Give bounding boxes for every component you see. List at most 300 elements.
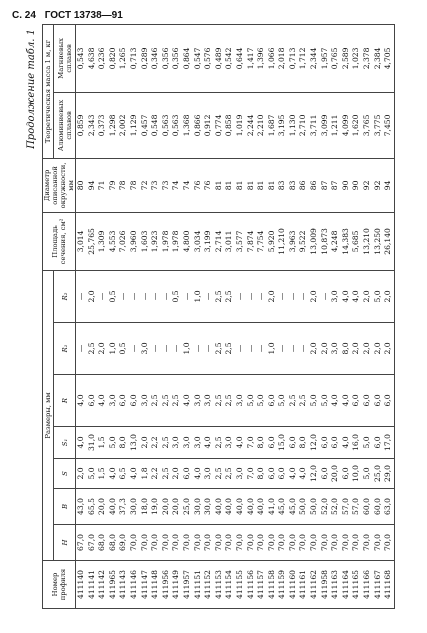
cell-diameter: 79	[108, 158, 119, 212]
cell-diameter: 87	[330, 158, 341, 212]
cell-mass-mg: 4,638	[87, 24, 98, 92]
cell-R: 6,0	[118, 375, 129, 427]
cell-R: 6,0	[362, 375, 373, 427]
cell-diameter: 80	[76, 158, 87, 212]
cell-H: 67,0	[87, 525, 98, 561]
cell-S: 10,0	[351, 459, 362, 489]
col-group-mass: Теоретическая масса 1 м, кг	[43, 24, 54, 158]
table-row	[235, 24, 246, 608]
cell-B: 30,0	[203, 489, 214, 525]
cell-S: 2,0	[76, 459, 87, 489]
col-R2: R₂	[54, 270, 76, 322]
cell-S1: 2,5	[161, 427, 172, 459]
cell-H: 70,0	[171, 525, 182, 561]
cell-S1: 1,5	[97, 427, 108, 459]
table-row	[161, 24, 172, 608]
table-row	[87, 24, 98, 608]
cell-mass-mg: 1,265	[118, 24, 129, 92]
cell-B: 40,0	[246, 489, 257, 525]
cell-mass-mg: 0,820	[108, 24, 119, 92]
cell-mass-al: 1,620	[351, 92, 362, 158]
cell-S1: 3,0	[193, 427, 204, 459]
table-row	[108, 24, 119, 608]
cell-R2: —	[203, 270, 214, 322]
cell-R2: —	[182, 270, 193, 322]
col-area: Площадь сечения, см²	[43, 212, 76, 270]
cell-R: 6,0	[267, 375, 278, 427]
cell-S1: 6,0	[373, 427, 384, 459]
col-S1: S₁	[54, 427, 76, 459]
cell-mass-mg: 0,346	[150, 24, 161, 92]
cell-profile-no: 411161	[298, 561, 309, 609]
cell-R1: —	[298, 323, 309, 375]
cell-mass-al: 0,866	[193, 92, 204, 158]
cell-B: 30,0	[129, 489, 140, 525]
cell-mass-al: 0,859	[76, 92, 87, 158]
cell-area: 1,603	[140, 212, 151, 270]
cell-mass-al: 0,563	[171, 92, 182, 158]
cell-mass-mg: 1,957	[320, 24, 331, 92]
cell-R: 5,0	[309, 375, 320, 427]
cell-profile-no: 411157	[256, 561, 267, 609]
cell-area: 3,199	[203, 212, 214, 270]
cell-profile-no: 411956	[161, 561, 172, 609]
cell-B: 40,0	[224, 489, 235, 525]
cell-S1: 6,0	[320, 427, 331, 459]
cell-B: 41,0	[267, 489, 278, 525]
cell-B: 19,0	[150, 489, 161, 525]
table-row	[288, 24, 299, 608]
cell-S1: 6,0	[288, 427, 299, 459]
cell-diameter: 71	[97, 158, 108, 212]
cell-R1: —	[129, 323, 140, 375]
cell-mass-mg: 0,543	[76, 24, 87, 92]
cell-area: 1,923	[150, 212, 161, 270]
cell-R1: 2,5	[214, 323, 225, 375]
cell-diameter: 81	[267, 158, 278, 212]
cell-S: 5,0	[87, 459, 98, 489]
page-number: С. 24	[12, 10, 36, 21]
cell-R2: 1,0	[193, 270, 204, 322]
cell-H: 70,0	[150, 525, 161, 561]
cell-area: 25,765	[87, 212, 98, 270]
cell-H: 70,0	[203, 525, 214, 561]
cell-mass-mg: 0,547	[193, 24, 204, 92]
cell-R2: 2,5	[214, 270, 225, 322]
cell-area: 3,577	[235, 212, 246, 270]
cell-B: 20,0	[161, 489, 172, 525]
cell-S1: 5,0	[362, 427, 373, 459]
cell-S: 20,0	[330, 459, 341, 489]
cell-profile-no: 411148	[150, 561, 161, 609]
cell-R1: 2,0	[362, 323, 373, 375]
cell-R1: —	[203, 323, 214, 375]
cell-diameter: 81	[235, 158, 246, 212]
cell-diameter: 78	[118, 158, 129, 212]
cell-profile-no: 411163	[330, 561, 341, 609]
cell-mass-al: 0,373	[97, 92, 108, 158]
cell-S: 6,0	[182, 459, 193, 489]
cell-R1: 2,0	[320, 323, 331, 375]
cell-R2: —	[320, 270, 331, 322]
cell-area: 3,963	[288, 212, 299, 270]
cell-R2: —	[235, 270, 246, 322]
cell-mass-al: 1,298	[108, 92, 119, 158]
cell-R1: 2,0	[97, 323, 108, 375]
cell-profile-no: 411156	[246, 561, 257, 609]
cell-S1: 13,0	[129, 427, 140, 459]
cell-R1: 0,5	[118, 323, 129, 375]
cell-R2: —	[246, 270, 257, 322]
table-body	[76, 24, 395, 608]
cell-mass-al: 0,563	[161, 92, 172, 158]
cell-S: 8,0	[256, 459, 267, 489]
cell-profile-no: 411162	[309, 561, 320, 609]
cell-area: 13,210	[362, 212, 373, 270]
cell-mass-al: 7,450	[383, 92, 394, 158]
table-row	[298, 24, 309, 608]
table-row	[150, 24, 161, 608]
cell-R1: —	[76, 323, 87, 375]
cell-R1: 3,0	[330, 323, 341, 375]
cell-B: 60,0	[373, 489, 384, 525]
cell-S1: 2,0	[140, 427, 151, 459]
cell-mass-mg: 0,713	[129, 24, 140, 92]
cell-H: 70,0	[288, 525, 299, 561]
cell-B: 52,0	[330, 489, 341, 525]
cell-mass-mg: 0,644	[235, 24, 246, 92]
cell-R: 2,5	[150, 375, 161, 427]
cell-S1: 3,0	[224, 427, 235, 459]
cell-H: 70,0	[373, 525, 384, 561]
table-row	[182, 24, 193, 608]
cell-area: 7,874	[246, 212, 257, 270]
cell-diameter: 81	[246, 158, 257, 212]
cell-mass-mg: 0,713	[288, 24, 299, 92]
cell-H: 70,0	[235, 525, 246, 561]
cell-R2: 2,0	[87, 270, 98, 322]
cell-profile-no: 411152	[203, 561, 214, 609]
cell-diameter: 81	[256, 158, 267, 212]
cell-mass-mg: 1,023	[351, 24, 362, 92]
cell-S: 6,0	[267, 459, 278, 489]
cell-profile-no: 411141	[87, 561, 98, 609]
cell-H: 70,0	[298, 525, 309, 561]
cell-area: 4,800	[182, 212, 193, 270]
cell-R1: 2,0	[383, 323, 394, 375]
col-S: S	[54, 459, 76, 489]
cell-profile-no: 411160	[288, 561, 299, 609]
cell-profile-no: 411167	[373, 561, 384, 609]
cell-R2: —	[129, 270, 140, 322]
cell-area: 2,714	[214, 212, 225, 270]
cell-mass-mg: 1,417	[246, 24, 257, 92]
cell-mass-mg: 2,018	[277, 24, 288, 92]
table-row	[214, 24, 225, 608]
cell-profile-no: 411166	[362, 561, 373, 609]
cell-S: 6,0	[341, 459, 352, 489]
cell-H: 67,0	[76, 525, 87, 561]
cell-R2: 2,0	[309, 270, 320, 322]
cell-area: 13,009	[309, 212, 320, 270]
cell-mass-al: 2,244	[246, 92, 257, 158]
cell-S: 6,0	[277, 459, 288, 489]
cell-mass-al: 1,129	[129, 92, 140, 158]
cell-mass-al: 0,774	[214, 92, 225, 158]
cell-mass-mg: 0,356	[161, 24, 172, 92]
cell-B: 43,0	[76, 489, 87, 525]
cell-R1: —	[150, 323, 161, 375]
cell-mass-mg: 0,236	[97, 24, 108, 92]
cell-profile-no: 411154	[224, 561, 235, 609]
table-row	[383, 24, 394, 608]
table-row	[373, 24, 384, 608]
cell-H: 70,0	[256, 525, 267, 561]
cell-R2: 0,5	[108, 270, 119, 322]
cell-R1: —	[235, 323, 246, 375]
cell-diameter: 81	[214, 158, 225, 212]
cell-H: 70,0	[129, 525, 140, 561]
col-mass-al: Алюминиевых сплавов	[54, 92, 76, 158]
col-group-dimensions: Размеры, мм	[43, 270, 54, 560]
cell-diameter: 90	[351, 158, 362, 212]
cell-profile-no: 411155	[235, 561, 246, 609]
table-row	[320, 24, 331, 608]
cell-diameter: 86	[298, 158, 309, 212]
cell-profile-no: 411143	[118, 561, 129, 609]
cell-S1: 4,0	[76, 427, 87, 459]
cell-H: 69,0	[118, 525, 129, 561]
col-profile-no: Номер профиля	[43, 561, 76, 609]
cell-S: 2,5	[224, 459, 235, 489]
cell-S1: 16,0	[351, 427, 362, 459]
cell-diameter: 86	[309, 158, 320, 212]
table-row	[193, 24, 204, 608]
cell-mass-al: 0,912	[203, 92, 214, 158]
cell-S: 4,0	[193, 459, 204, 489]
cell-R: 4,0	[341, 375, 352, 427]
cell-B: 45,0	[277, 489, 288, 525]
cell-R2: 3,0	[330, 270, 341, 322]
cell-diameter: 94	[87, 158, 98, 212]
cell-diameter: 87	[320, 158, 331, 212]
cell-R: 4,0	[97, 375, 108, 427]
cell-R: 3,0	[140, 375, 151, 427]
cell-area: 26,140	[383, 212, 394, 270]
cell-R: 2,5	[224, 375, 235, 427]
cell-B: 40,0	[108, 489, 119, 525]
cell-R1: —	[256, 323, 267, 375]
cell-R2: 2,0	[267, 270, 278, 322]
cell-R1: 2,0	[373, 323, 384, 375]
cell-S1: 3,0	[182, 427, 193, 459]
cell-B: 50,0	[298, 489, 309, 525]
table-row	[129, 24, 140, 608]
cell-mass-al: 1,130	[288, 92, 299, 158]
cell-B: 63,0	[383, 489, 394, 525]
cell-mass-mg: 1,712	[298, 24, 309, 92]
cell-R: 2,5	[288, 375, 299, 427]
profiles-table	[42, 24, 395, 609]
cell-area: 1,309	[97, 212, 108, 270]
cell-profile-no: 411147	[140, 561, 151, 609]
cell-profile-no: 411146	[129, 561, 140, 609]
cell-mass-mg: 0,765	[330, 24, 341, 92]
cell-R2: —	[256, 270, 267, 322]
cell-area: 3,014	[76, 212, 87, 270]
cell-R1: 1,0	[267, 323, 278, 375]
cell-S: 29,0	[383, 459, 394, 489]
col-B: B	[54, 489, 76, 525]
cell-R1: 2,0	[351, 323, 362, 375]
cell-profile-no: 411149	[171, 561, 182, 609]
table-row	[171, 24, 182, 608]
cell-mass-al: 1,687	[267, 92, 278, 158]
page-header	[12, 10, 129, 21]
cell-mass-mg: 0,489	[214, 24, 225, 92]
cell-H: 70,0	[161, 525, 172, 561]
cell-H: 70,0	[140, 525, 151, 561]
cell-B: 52,0	[320, 489, 331, 525]
cell-R1: —	[246, 323, 257, 375]
cell-R1: 2,5	[224, 323, 235, 375]
cell-mass-al: 3,099	[320, 92, 331, 158]
cell-mass-al: 4,099	[341, 92, 352, 158]
cell-R: 2,5	[298, 375, 309, 427]
cell-area: 3,011	[224, 212, 235, 270]
cell-area: 4,248	[330, 212, 341, 270]
cell-area: 5,920	[267, 212, 278, 270]
cell-R2: —	[161, 270, 172, 322]
cell-profile-no: 411140	[76, 561, 87, 609]
table-row	[224, 24, 235, 608]
cell-S1: 7,0	[246, 427, 257, 459]
cell-diameter: 90	[341, 158, 352, 212]
cell-H: 70,0	[341, 525, 352, 561]
cell-area: 1,978	[171, 212, 182, 270]
table-row	[76, 24, 87, 608]
cell-R: 3,0	[203, 375, 214, 427]
cell-mass-al: 2,002	[118, 92, 129, 158]
standard-code: ГОСТ 13738—91	[44, 10, 123, 21]
table-header	[43, 24, 76, 608]
cell-S1: 4,0	[341, 427, 352, 459]
cell-diameter: 94	[383, 158, 394, 212]
cell-R1: —	[161, 323, 172, 375]
cell-R2: 2,5	[224, 270, 235, 322]
cell-B: 40,0	[256, 489, 267, 525]
cell-S: 2,5	[214, 459, 225, 489]
cell-diameter: 92	[362, 158, 373, 212]
cell-mass-mg: 1,396	[256, 24, 267, 92]
cell-R: 2,5	[214, 375, 225, 427]
cell-mass-al: 2,710	[298, 92, 309, 158]
table-row	[362, 24, 373, 608]
cell-H: 70,0	[214, 525, 225, 561]
table-row	[203, 24, 214, 608]
cell-profile-no: 411165	[351, 561, 362, 609]
cell-S: 7,0	[246, 459, 257, 489]
cell-area: 10,873	[320, 212, 331, 270]
cell-S1: 4,0	[203, 427, 214, 459]
cell-B: 20,0	[97, 489, 108, 525]
cell-diameter: 92	[373, 158, 384, 212]
cell-S1: 15,0	[277, 427, 288, 459]
cell-R2: —	[150, 270, 161, 322]
cell-R: 4,0	[182, 375, 193, 427]
cell-H: 70,0	[246, 525, 257, 561]
table-row	[351, 24, 362, 608]
cell-B: 25,0	[182, 489, 193, 525]
cell-R2: —	[277, 270, 288, 322]
cell-H: 68,0	[97, 525, 108, 561]
cell-mass-al: 1,211	[330, 92, 341, 158]
cell-area: 1,978	[161, 212, 172, 270]
cell-R: 5,0	[277, 375, 288, 427]
cell-S: 1,8	[140, 459, 151, 489]
cell-mass-mg: 1,066	[267, 24, 278, 92]
cell-R2: —	[140, 270, 151, 322]
cell-profile-no: 411965	[108, 561, 119, 609]
cell-mass-mg: 2,344	[309, 24, 320, 92]
cell-S: 4,0	[298, 459, 309, 489]
table-row	[309, 24, 320, 608]
cell-mass-mg: 0,576	[203, 24, 214, 92]
cell-R2: 5,0	[373, 270, 384, 322]
cell-area: 3,034	[193, 212, 204, 270]
cell-S1: 17,0	[383, 427, 394, 459]
table-row	[97, 24, 108, 608]
cell-R: 3,0	[193, 375, 204, 427]
table-row	[267, 24, 278, 608]
cell-R1: 1,0	[108, 323, 119, 375]
cell-R: 2,5	[171, 375, 182, 427]
cell-area: 7,026	[118, 212, 129, 270]
cell-profile-no: 411142	[97, 561, 108, 609]
cell-R2: 4,0	[351, 270, 362, 322]
cell-H: 70,0	[277, 525, 288, 561]
cell-diameter: 74	[171, 158, 182, 212]
cell-diameter: 83	[288, 158, 299, 212]
cell-S: 4,0	[288, 459, 299, 489]
cell-B: 18,0	[140, 489, 151, 525]
cell-S1: 6,0	[267, 427, 278, 459]
cell-area: 11,210	[277, 212, 288, 270]
cell-S: 2,2	[150, 459, 161, 489]
col-R: R	[54, 375, 76, 427]
cell-R1: —	[193, 323, 204, 375]
cell-profile-no: 411158	[267, 561, 278, 609]
cell-S: 1,5	[97, 459, 108, 489]
cell-mass-al: 3,765	[362, 92, 373, 158]
cell-S1: 6,0	[330, 427, 341, 459]
cell-B: 45,0	[288, 489, 299, 525]
cell-mass-mg: 0,864	[182, 24, 193, 92]
cell-S: 3,0	[235, 459, 246, 489]
cell-area: 3,960	[129, 212, 140, 270]
cell-diameter: 76	[203, 158, 214, 212]
cell-profile-no: 411164	[341, 561, 352, 609]
table-row	[140, 24, 151, 608]
cell-R: 5,0	[320, 375, 331, 427]
rotated-table-container	[26, 25, 422, 609]
cell-B: 57,0	[351, 489, 362, 525]
cell-R: 2,5	[161, 375, 172, 427]
cell-R2: 2,0	[362, 270, 373, 322]
cell-area: 13,250	[373, 212, 384, 270]
cell-diameter: 83	[277, 158, 288, 212]
cell-R2: 2,0	[383, 270, 394, 322]
